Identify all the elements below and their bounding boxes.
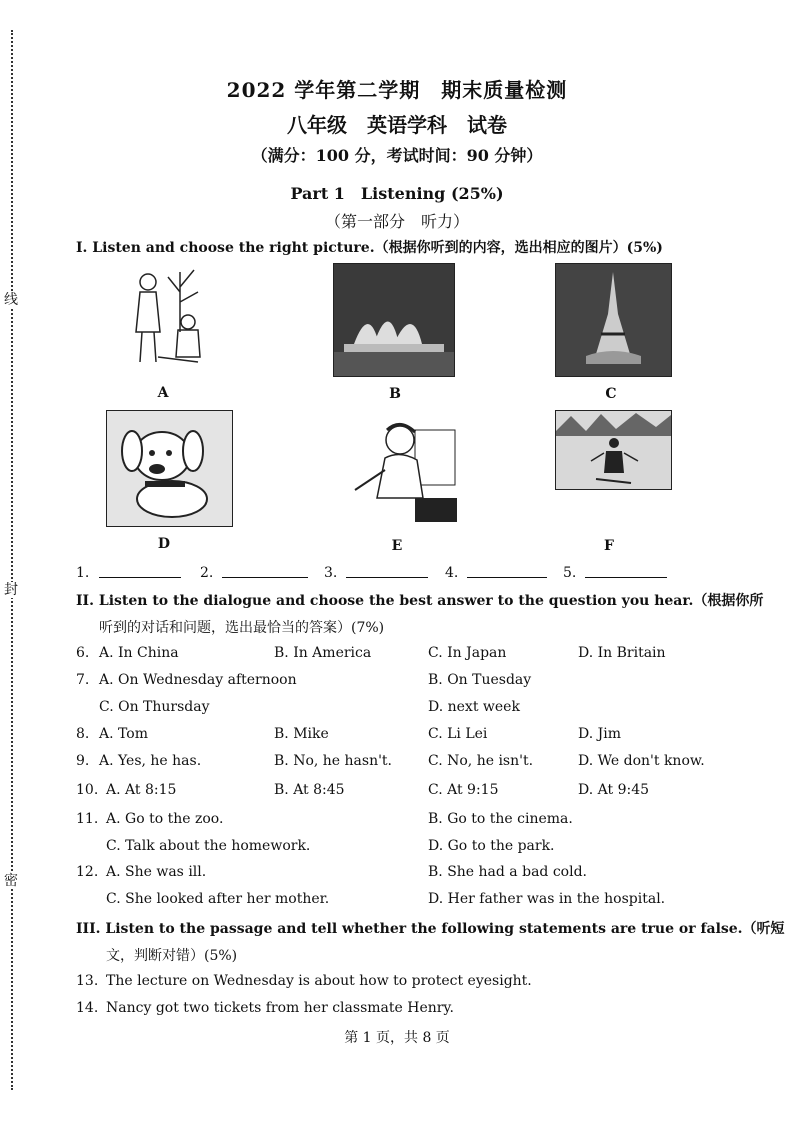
question-8-option-d[interactable]: D. Jim: [578, 726, 621, 742]
question-12-option-d[interactable]: D. Her father was in the hospital.: [428, 891, 666, 907]
question-6-option-a[interactable]: A. In China: [99, 645, 179, 661]
section-3-title-line2: 文，判断对错）(5%): [106, 948, 238, 964]
question-7-option-b[interactable]: B. On Tuesday: [428, 672, 532, 688]
margin-char-bottom: 密: [4, 873, 18, 889]
question-6-number: 6.: [76, 645, 90, 661]
part-subtitle: （第一部分 听力）: [324, 212, 469, 231]
picture-label-d: D: [157, 536, 171, 552]
answer-blank-4[interactable]: [467, 563, 547, 578]
question-10-option-a[interactable]: A. At 8:15: [106, 782, 177, 798]
question-11-number: 11.: [76, 811, 99, 827]
section-1-title: I. Listen and choose the right picture.（根据你听到的内容，选出相应的图片）(5%): [76, 240, 663, 256]
question-10-option-b[interactable]: B. At 8:45: [274, 782, 345, 798]
question-8-option-c[interactable]: C. Li Lei: [428, 726, 488, 742]
question-9-option-d[interactable]: D. We don't know.: [578, 753, 705, 769]
question-6-option-c[interactable]: C. In Japan: [428, 645, 507, 661]
question-6-option-d[interactable]: D. In Britain: [578, 645, 666, 661]
margin-char-top: 线: [4, 292, 18, 308]
picture-label-e: E: [391, 538, 403, 554]
blank-label-3: 3.: [324, 565, 338, 581]
answer-blank-3[interactable]: [346, 563, 428, 578]
picture-d: [106, 410, 233, 527]
picture-label-b: B: [389, 386, 401, 402]
blank-label-2: 2.: [200, 565, 214, 581]
cartoon-dog-icon: [107, 411, 232, 526]
statement-14-number: 14.: [76, 1000, 99, 1016]
question-12-option-a[interactable]: A. She was ill.: [106, 864, 207, 880]
blank-label-5: 5.: [563, 565, 577, 581]
question-12-option-c[interactable]: C. She looked after her mother.: [106, 891, 330, 907]
page-number: 第 1 页，共 8 页: [344, 1030, 450, 1046]
picture-a: [118, 262, 208, 372]
question-11-option-c[interactable]: C. Talk about the homework.: [106, 838, 311, 854]
question-7-number: 7.: [76, 672, 90, 688]
statement-13-text: The lecture on Wednesday is about how to protect eyesight.: [106, 973, 532, 989]
question-9-number: 9.: [76, 753, 90, 769]
picture-c: [555, 263, 672, 377]
question-7-option-d[interactable]: D. next week: [428, 699, 520, 715]
question-6-option-b[interactable]: B. In America: [274, 645, 372, 661]
question-10-option-c[interactable]: C. At 9:15: [428, 782, 499, 798]
skier-icon: [556, 411, 671, 489]
question-7-option-c[interactable]: C. On Thursday: [99, 699, 210, 715]
question-9-option-b[interactable]: B. No, he hasn't.: [274, 753, 393, 769]
statement-13-number: 13.: [76, 973, 99, 989]
picture-label-a: A: [157, 385, 169, 401]
answer-blank-2[interactable]: [222, 563, 308, 578]
picture-e: [345, 410, 460, 525]
question-10-option-d[interactable]: D. At 9:45: [578, 782, 650, 798]
part-title: Part 1 Listening (25%): [290, 184, 504, 203]
question-12-option-b[interactable]: B. She had a bad cold.: [428, 864, 587, 880]
question-8-option-a[interactable]: A. Tom: [99, 726, 148, 742]
question-11-option-a[interactable]: A. Go to the zoo.: [106, 811, 224, 827]
question-11-option-b[interactable]: B. Go to the cinema.: [428, 811, 573, 827]
answer-blank-5[interactable]: [585, 563, 667, 578]
question-12-number: 12.: [76, 864, 99, 880]
picture-label-f: F: [604, 538, 614, 554]
blank-label-1: 1.: [76, 565, 90, 581]
margin-char-middle: 封: [4, 582, 18, 598]
question-8-option-b[interactable]: B. Mike: [274, 726, 329, 742]
girl-sitting-icon: [345, 410, 460, 525]
children-planting-tree-icon: [118, 262, 208, 372]
section-3-title-line1: III. Listen to the passage and tell whether the following statements are true or false.（听短: [76, 921, 785, 937]
picture-f: [555, 410, 672, 490]
question-9-option-a[interactable]: A. Yes, he has.: [99, 753, 202, 769]
eiffel-tower-icon: [556, 264, 671, 376]
exam-title: 2022 学年第二学期 期末质量检测: [226, 78, 568, 102]
section-2-title-line2: 听到的对话和问题，选出最恰当的答案）(7%): [99, 620, 385, 636]
exam-info: （满分：100 分，考试时间：90 分钟）: [251, 146, 543, 165]
statement-14-text: Nancy got two tickets from her classmate Henry.: [106, 1000, 454, 1016]
picture-label-c: C: [605, 386, 617, 402]
answer-blank-1[interactable]: [99, 563, 181, 578]
question-8-number: 8.: [76, 726, 90, 742]
sydney-opera-house-icon: [334, 264, 454, 376]
section-2-title-line1: II. Listen to the dialogue and choose the best answer to the question you hear.（根据你所: [76, 593, 764, 609]
blank-label-4: 4.: [445, 565, 459, 581]
question-7-option-a[interactable]: A. On Wednesday afternoon: [99, 672, 297, 688]
question-10-number: 10.: [76, 782, 99, 798]
question-11-option-d[interactable]: D. Go to the park.: [428, 838, 555, 854]
picture-b: [333, 263, 455, 377]
question-9-option-c[interactable]: C. No, he isn't.: [428, 753, 534, 769]
exam-subtitle: 八年级 英语学科 试卷: [287, 113, 507, 137]
